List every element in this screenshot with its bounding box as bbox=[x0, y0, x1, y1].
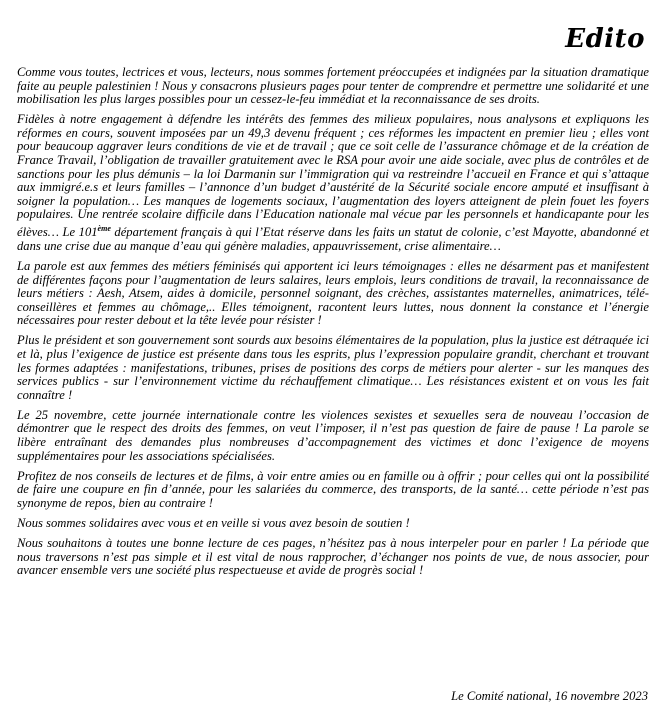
paragraph-metiers-feminises: La parole est aux femmes des métiers féminisés qui apportent ici leurs témoignages : elles ne désarment pas et manifestent de différentes façons pour l’augmentation de leurs salaires, leurs emplois, leurs conditions de travail, la reconnaissance de leurs métiers : Aesh, Atsem, aides à domicile, personnel soignant, des crèches, assistantes maternelles, animatrices, télé-conseillères et femmes au chômage,.. Elles témoignent, racontent leurs luttes, nous donnent la constance et l’énergie nécessaires pour rester debout et la tête levée pour résister ! bbox=[17, 258, 649, 328]
paragraph-reformes bbox=[17, 113, 649, 253]
paragraph-reformes-text: Fidèles à notre engagement à défendre les intérêts des femmes des milieux populaires, nous analysons et expliquons les réformes en cours, souvent imposées par un 49,3 devenu fréquent ; ces réformes les impactent en premier lieu ; elles vont pour beaucoup aggraver leurs conditions de vie et de travail ; que ce soit celle de l’assurance chômage et de la création de France Travail, l’obligation de travailler gratuitement avec le RSA pour avoir une aide sociale, avec plus de contrôles et de sanctions pour les plus démunis – la loi Darmanin sur l’immigration qui va restreindre l’accueil en France et qui s’attaque aux immigré.e.s et leurs familles – l’annonce d’un budget d’austérité de la Sécurité sociale encore amputé et insuffisant à soigner la population… Les manques de logements sociaux, l’augmentation des loyers atteignent de plein fouet les foyers populaires. Une rentrée scolaire difficile dans l’Education nationale mal vécue par les personnels et handicapante pour les élèves… Le 101 bbox=[17, 112, 649, 240]
paragraph-25-novembre: Le 25 novembre, cette journée internationale contre les violences sexistes et sexuelles sera de nouveau l’occasion de démontrer que le respect des droits des femmes, on veut l’imposer, il n’est pas question de faire de pause ! La parole se libère entraînant des demandes plus nombreuses d’accompagnement des victimes et donc l’exigence de moyens supplémentaires pour les associations spécialisées. bbox=[17, 407, 649, 463]
superscript-eme: ème bbox=[97, 224, 111, 234]
paragraph-solidaires: Nous sommes solidaires avec vous et en veille si vous avez besoin de soutien ! bbox=[17, 516, 410, 530]
paragraph-palestine: Comme vous toutes, lectrices et vous, lecteurs, nous sommes fortement préoccupées et indignées par la situation dramatique faite au peuple palestinien ! Nous y consacrons plusieurs pages pour tenter de comprendre et permettre une solidarité et une mobilisation les plus larges possibles pour un cessez-le-feu immédiat et la reconnaissance de ses droits. bbox=[17, 65, 649, 107]
edito-body bbox=[17, 66, 649, 578]
paragraph-bonne-lecture: Nous souhaitons à toutes une bonne lecture de ces pages, n’hésitez pas à nous interpeler pour en parler ! La période que nous traversons n’est pas simple et il est vital de nous rapprocher, d’échanger nos points de vue, de nous associer, pour avancer ensemble vers une société plus respectueuse et avide de progrès social ! bbox=[17, 536, 649, 578]
paragraph-resistances: Plus le président et son gouvernement sont sourds aux besoins élémentaires de la population, plus la justice est détraquée ici et là, plus l’exigence de justice est présente dans tous les esprits, plus l’expression populaire grandit, cherchant et trouvant les formes adaptées : manifestations, tribunes, prises de positions des corps de métiers pour alerter - sur les manques des services publics - sur l’environnement victime du réchauffement climatique… Les résistances existent et on vous les fait connaître ! bbox=[17, 333, 649, 402]
page-title: Edito bbox=[565, 24, 645, 54]
paragraph-reformes-text-end: département français à qui l’Etat réserve dans les faits un statut de colonie, c’est Mayotte, abandonné et dans une crise due au manque d’eau qui génère maladies, appauvrissement, crise alimentaire… bbox=[17, 225, 649, 253]
paragraph-conseils: Profitez de nos conseils de lectures et de films, à voir entre amies ou en famille ou à offrir ; pour celles qui ont la possibilité de faire une coupure en fin d’année, pour les salariées du commerce, des transports, de la santé… cette période n’est pas synonyme de repos, bien au contraire ! bbox=[17, 468, 649, 510]
signature: Le Comité national, 16 novembre 2023 bbox=[451, 689, 648, 703]
